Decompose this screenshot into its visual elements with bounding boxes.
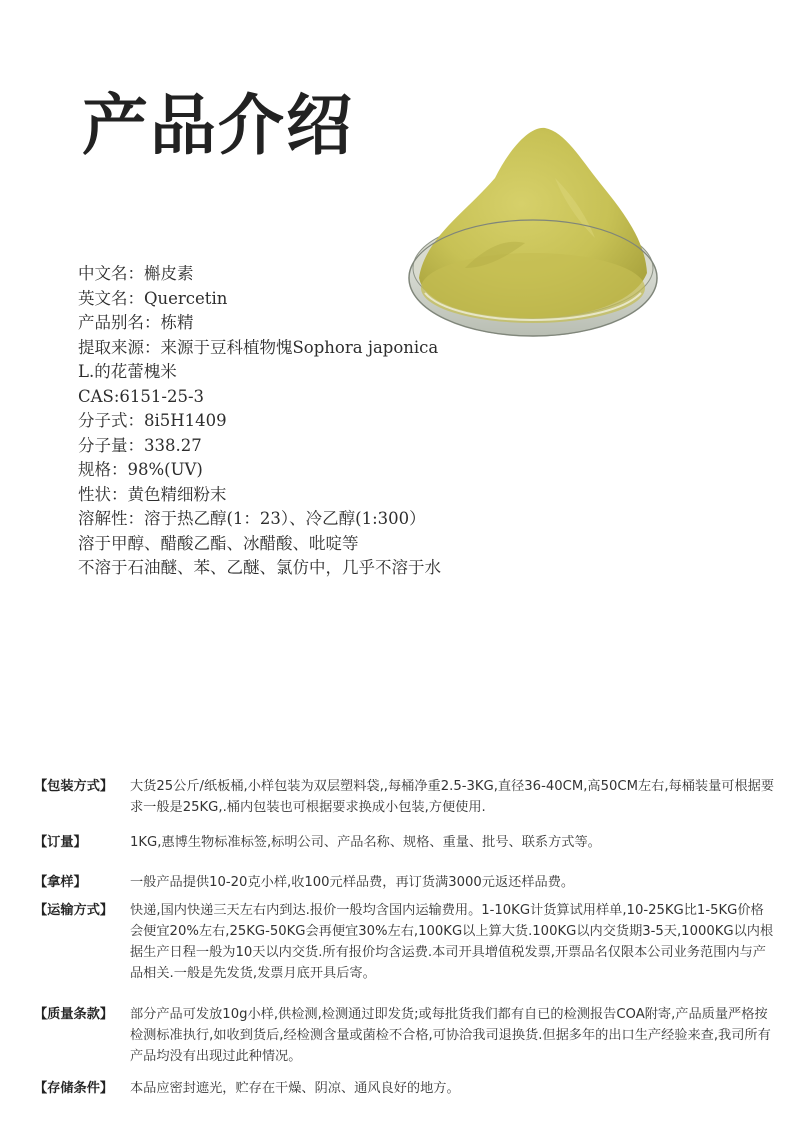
quality-text: 部分产品可发放10g小样,供检测,检测通过即发货;或每批货我们都有自已的检测报告COA附寄,产品质量严格按检测标准执行,如收到货后,经检测含量或菌检不合格,可协洽我司退换货.但据多年的出口生产经验来查,我司所有产品均没有出现过此种情况。 — [130, 1007, 771, 1064]
info-line: CAS:6151-25-3 — [78, 386, 205, 406]
storage-label: 【存储条件】 — [34, 1081, 114, 1096]
info-line: 英文名：Quercetin — [78, 288, 228, 308]
info-line: 分子量：338.27 — [78, 435, 202, 455]
info-line: 规格：98%(UV) — [78, 460, 203, 479]
info-line: 产品别名：栋精 — [78, 313, 194, 332]
shipping-label: 【运输方式】 — [34, 903, 114, 918]
quality-label: 【质量条款】 — [34, 1007, 114, 1022]
page-title: 产品介绍 — [82, 86, 354, 164]
sample-text: 一般产品提供10-20克小样,收100元样品费，再订货满3000元返还样品费。 — [130, 875, 575, 890]
packaging-label: 【包装方式】 — [34, 779, 114, 794]
info-line: L.的花蕾槐米 — [78, 362, 177, 381]
order-quantity-label: 【订量】 — [34, 835, 87, 850]
product-info-list — [78, 262, 441, 581]
shipping-text: 快递,国内快递三天左右内到达.报价一般均含国内运输费用。1-10KG计货算试用样单,10-25KG比1-5KG价格会便宜20%左右,25KG-50KG会再便宜30%左右,100KG以上算大货.100KG以内交货期3-5天,1000KG以内根据生产日程一般为10天以内交货.所有报价均含运费.本司开具增值税发票,开票品名仅限本公司业务范围内与产品相关.一般是先发货,发票月底开具后寄。 — [130, 903, 774, 981]
yellow-powder-dish-image — [405, 118, 660, 343]
info-line: 不溶于石油醚、苯、乙醚、氯仿中，几乎不溶于水 — [78, 558, 441, 577]
info-line: 中文名：槲皮素 — [78, 264, 194, 283]
info-line: 性状：黄色精细粉末 — [78, 484, 227, 504]
info-line: 溶于甲醇、醋酸乙酯、冰醋酸、吡啶等 — [78, 533, 359, 553]
info-line: 分子式：8i5H1409 — [78, 411, 227, 430]
order-quantity-text: 1KG,惠博生物标准标签,标明公司、产品名称、规格、重量、批号、联系方式等。 — [130, 835, 601, 850]
info-line: 提取来源：来源于豆科植物愧Sophora japonica — [78, 337, 439, 357]
info-line: 溶解性：溶于热乙醇(1：23）、冷乙醇(1:300） — [78, 509, 426, 528]
sample-label: 【拿样】 — [34, 875, 87, 890]
packaging-text: 大货25公斤/纸板桶,小样包装为双层塑料袋,,每桶净重2.5-3KG,直径36-40CM,高50CM左右,每桶装量可根据要求一般是25KG,.桶内包装也可根据要求换成小包装,方便使用. — [130, 779, 775, 815]
storage-text: 本品应密封遮光，贮存在干燥、阴凉、通风良好的地方。 — [130, 1081, 460, 1096]
